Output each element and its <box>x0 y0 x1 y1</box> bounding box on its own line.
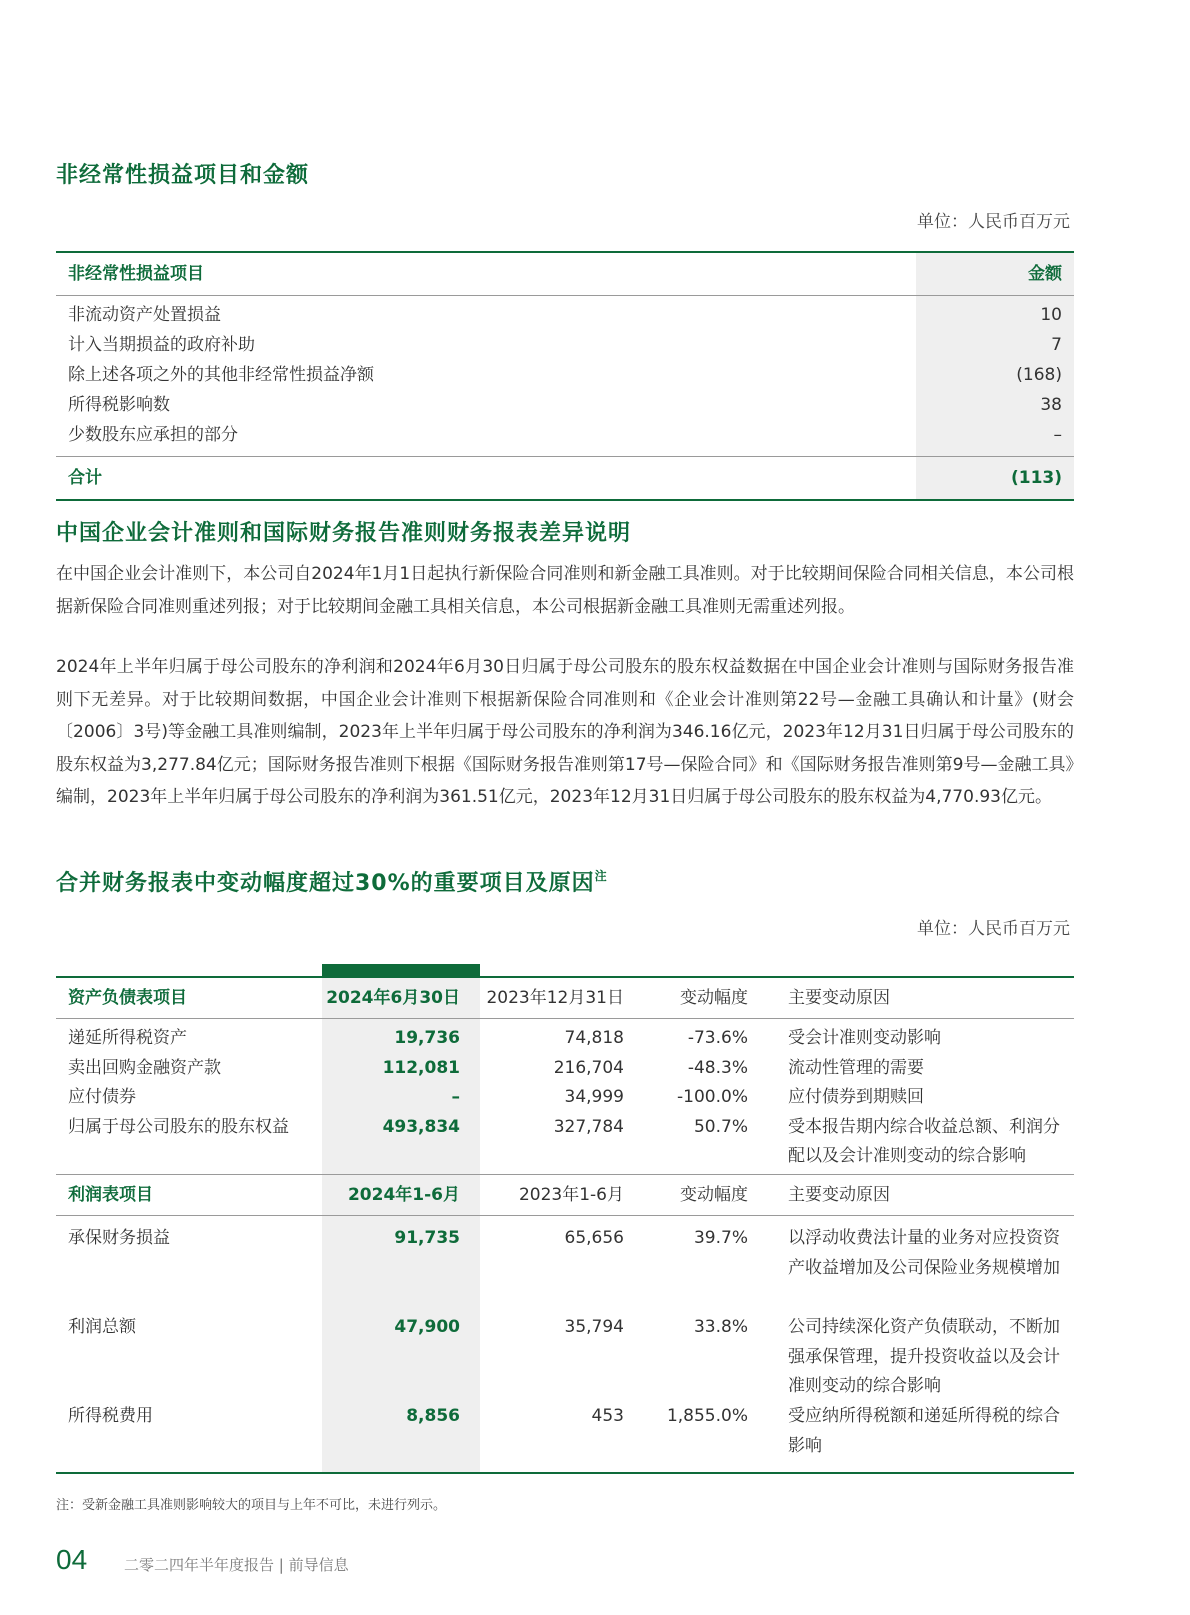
header-change: 变动幅度 <box>680 1185 748 1205</box>
table-row <box>56 390 1074 420</box>
row-reason: 应付债券到期赎回 <box>788 1087 924 1107</box>
row-reason: 以浮动收费法计量的业务对应投资资产收益增加及公司保险业务规模增加 <box>788 1228 1060 1278</box>
row-current: 91,735 <box>394 1228 460 1248</box>
unit-label: 单位：人民币百万元 <box>917 919 1070 939</box>
row-item: 卖出回购金融资产款 <box>68 1057 221 1078</box>
row-reason: 受会计准则变动影响 <box>788 1028 941 1048</box>
row-change: -48.3% <box>687 1057 748 1078</box>
major-changes-table <box>56 976 1074 1474</box>
total-amount: (113) <box>1010 468 1062 488</box>
table-body <box>56 296 1074 456</box>
row-current: 8,856 <box>406 1406 460 1426</box>
header-amount: 金额 <box>1028 264 1062 284</box>
balance-sheet-header-row <box>56 976 1074 1019</box>
table-row <box>56 330 1074 360</box>
section-title-nonrecurring: 非经常性损益项目和金额 <box>56 163 310 188</box>
header-item: 资产负债表项目 <box>68 988 187 1008</box>
header-change: 变动幅度 <box>680 988 748 1008</box>
row-item: 应付债券 <box>68 1087 136 1107</box>
row-reason: 受应纳所得税额和递延所得税的综合影响 <box>788 1406 1060 1456</box>
row-reason: 公司持续深化资产负债联动，不断加强承保管理，提升投资收益以及会计准则变动的综合影响 <box>788 1317 1060 1396</box>
table-header-row <box>56 251 1074 296</box>
row-item: 非流动资产处置损益 <box>68 305 221 325</box>
section-title-gaap-diff: 中国企业会计准则和国际财务报告准则财务报表差异说明 <box>56 521 632 546</box>
row-amount: 10 <box>1040 305 1062 325</box>
unit-label: 单位：人民币百万元 <box>917 212 1070 232</box>
row-prior: 34,999 <box>564 1087 624 1107</box>
row-change: -73.6% <box>687 1028 748 1048</box>
row-current: 19,736 <box>394 1028 460 1048</box>
header-current: 2024年1-6月 <box>347 1185 460 1205</box>
row-prior: 74,818 <box>564 1028 624 1048</box>
paragraph: 在中国企业会计准则下，本公司自2024年1月1日起执行新保险合同准则和新金融工具准则。对于比较期间保险合同相关信息，本公司根据新保险合同准则重述列报；对于比较期间金融工具相关信息，本公司根据新金融工具准则无需重述列报。 <box>56 564 1074 617</box>
row-prior: 65,656 <box>564 1228 624 1248</box>
row-reason: 流动性管理的需要 <box>788 1057 924 1078</box>
row-current: 112,081 <box>382 1057 460 1078</box>
header-reason: 主要变动原因 <box>788 1185 890 1205</box>
row-change: 33.8% <box>693 1317 748 1337</box>
row-current: 493,834 <box>382 1116 460 1137</box>
nonrecurring-table <box>56 251 1074 501</box>
header-reason: 主要变动原因 <box>788 988 890 1008</box>
row-change: 39.7% <box>693 1228 748 1248</box>
row-item: 少数股东应承担的部分 <box>68 425 238 445</box>
footnote: 注：受新金融工具准则影响较大的项目与上年不可比，未进行列示。 <box>56 1498 447 1513</box>
header-current: 2024年6月30日 <box>326 988 460 1008</box>
row-change: 1,855.0% <box>666 1406 748 1426</box>
page-number: 04 <box>56 1544 88 1575</box>
header-item: 利润表项目 <box>68 1185 153 1205</box>
row-item: 递延所得税资产 <box>68 1028 187 1048</box>
table-row <box>56 300 1074 330</box>
table-bottom-rule <box>56 1472 1074 1474</box>
row-reason: 受本报告期内综合收益总额、利润分配以及会计准则变动的综合影响 <box>788 1116 1060 1166</box>
footer-separator: | <box>278 1556 284 1574</box>
table-row <box>56 420 1074 450</box>
income-statement-header-row <box>56 1174 1074 1216</box>
row-prior: 453 <box>591 1406 624 1426</box>
footer-section: 前导信息 <box>288 1556 349 1574</box>
header-item: 非经常性损益项目 <box>68 264 204 284</box>
footer-text <box>124 1554 349 1575</box>
row-item: 除上述各项之外的其他非经常性损益净额 <box>68 365 374 385</box>
total-label: 合计 <box>68 468 102 488</box>
footnote-marker: 注 <box>594 869 608 883</box>
row-item: 计入当期损益的政府补助 <box>68 335 255 355</box>
section-title-major-changes <box>56 866 608 897</box>
row-amount: 38 <box>1040 395 1062 415</box>
row-prior: 327,784 <box>553 1116 624 1137</box>
row-change: -100.0% <box>677 1087 748 1107</box>
row-prior: 216,704 <box>553 1057 624 1078</box>
row-amount: 7 <box>1051 335 1062 355</box>
row-amount: (168) <box>1016 365 1062 385</box>
row-change: 50.7% <box>693 1116 748 1137</box>
row-current: – <box>451 1087 460 1107</box>
header-prior: 2023年1-6月 <box>518 1185 624 1205</box>
row-current: 47,900 <box>394 1317 460 1337</box>
row-item: 利润总额 <box>68 1317 136 1337</box>
report-title: 二零二四年半年度报告 <box>124 1556 275 1574</box>
table-row <box>56 360 1074 390</box>
header-prior: 2023年12月31日 <box>486 988 624 1008</box>
row-item: 所得税影响数 <box>68 395 170 415</box>
row-item: 归属于母公司股东的股东权益 <box>68 1116 289 1137</box>
row-amount: – <box>1053 425 1062 445</box>
table-total-row <box>56 456 1074 501</box>
row-prior: 35,794 <box>564 1317 624 1337</box>
row-item: 所得税费用 <box>68 1406 153 1426</box>
section-title-text: 合并财务报表中变动幅度超过30%的重要项目及原因 <box>56 871 595 896</box>
row-item: 承保财务损益 <box>68 1228 170 1248</box>
paragraph: 2024年上半年归属于母公司股东的净利润和2024年6月30日归属于母公司股东的股东权益数据在中国企业会计准则与国际财务报告准则下无差异。对于比较期间数据，中国企业会计准则下根据新保险合同准则和《企业会计准则第22号—金融工具确认和计量》(财会〔2006〕3号)等金融工具准则编制，2023年上半年归属于母公司股东的净利润为346.16亿元，2023年12月31日归属于母公司股东的股东权益为3,277.84亿元；国际财务报告准则下根据《国际财务报告准则第17号—保险合同》和《国际财务报告准则第9号—金融工具》编制，2023年上半年归属于母公司股东的净利润为361.51亿元，2023年12月31日归属于母公司股东的股东权益为4,770.93亿元。 <box>56 657 1074 807</box>
highlight-column-bar <box>322 964 480 976</box>
